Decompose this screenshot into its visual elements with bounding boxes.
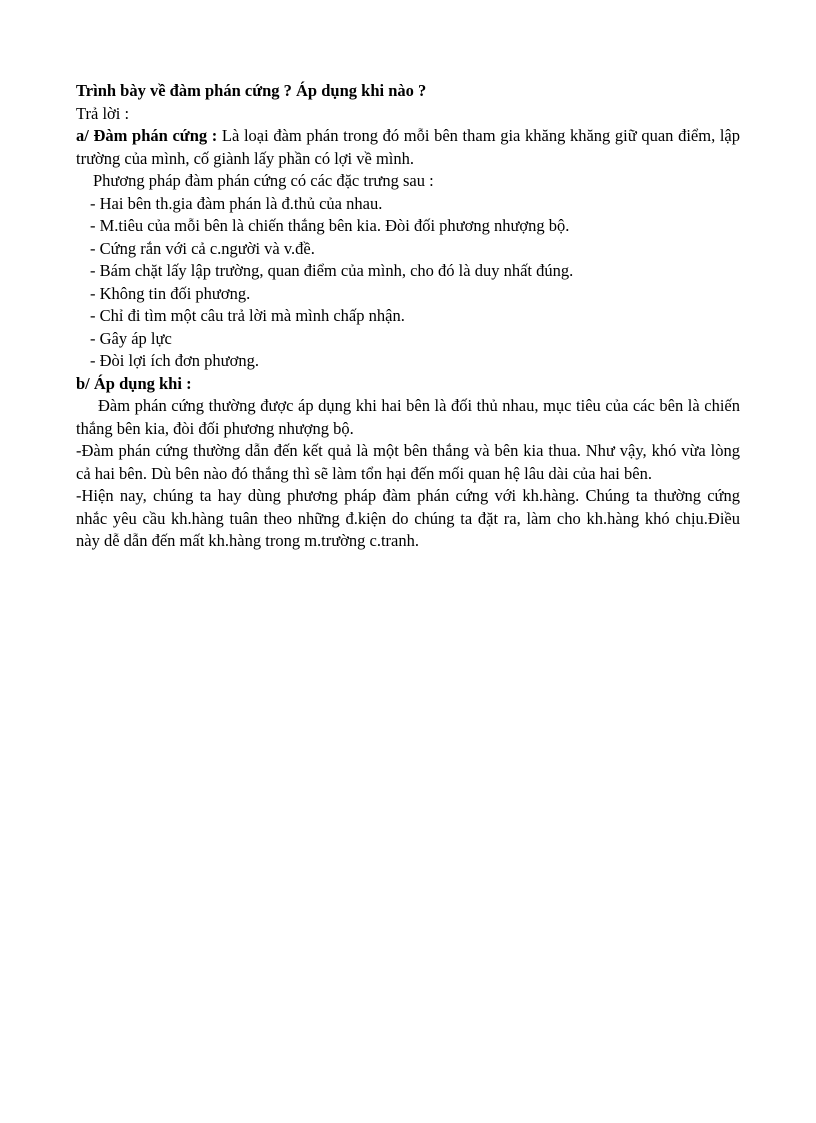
list-item: - Bám chặt lấy lập trường, quan điểm của mình, cho đó là duy nhất đúng.: [90, 261, 574, 280]
document-page: [76, 80, 740, 553]
section-a-heading: a/ Đàm phán cứng :: [76, 126, 218, 145]
section-b-paragraph: -Đàm phán cứng thường dẫn đến kết quả là một bên thắng và bên kia thua. Như vậy, khó vừa lòng cả hai bên. Dù bên nào đó thắng thì sẽ làm tổn hại đến mối quan hệ lâu dài của hai bên.: [76, 441, 740, 483]
list-item: - Hai bên th.gia đàm phán là đ.thủ của nhau.: [90, 193, 383, 213]
section-b-paragraph: Đàm phán cứng thường được áp dụng khi hai bên là đối thủ nhau, mục tiêu của các bên là chiến thắng bên kia, đòi đối phương nhượng bộ.: [76, 396, 740, 438]
list-item: - Không tin đối phương.: [90, 283, 251, 303]
list-item: - Cứng rắn với cả c.người và v.đề.: [90, 238, 315, 258]
list-item: - M.tiêu của mỗi bên là chiến thắng bên kia. Đòi đối phương nhượng bộ.: [90, 216, 570, 235]
section-b-paragraph: -Hiện nay, chúng ta hay dùng phương pháp đàm phán cứng với kh.hàng. Chúng ta thường cứng nhắc yêu cầu kh.hàng tuân theo những đ.kiện do chúng ta đặt ra, làm cho kh.hàng khó chịu.Điều này dễ dẫn đến mất kh.hàng trong m.trường c.tranh.: [76, 486, 740, 550]
list-item: - Gây áp lực: [90, 328, 172, 348]
characteristics-list: [76, 193, 740, 373]
question-heading: Trình bày về đàm phán cứng ? Áp dụng khi nào ?: [76, 81, 427, 100]
section-a-definition: [76, 125, 740, 170]
section-b-heading: b/ Áp dụng khi :: [76, 373, 192, 393]
list-item: - Đòi lợi ích đơn phương.: [90, 351, 259, 370]
answer-label: Trả lời :: [76, 103, 130, 123]
section-a-definition-text: Là loại đàm phán trong đó mỗi bên tham gia khăng khăng giữ quan điểm, lập trường của mình, cố giành lấy phần có lợi về mình.: [76, 126, 741, 168]
section-a-intro: Phương pháp đàm phán cứng có các đặc trưng sau :: [93, 171, 434, 190]
list-item: - Chỉ đi tìm một câu trả lời mà mình chấp nhận.: [90, 306, 405, 325]
